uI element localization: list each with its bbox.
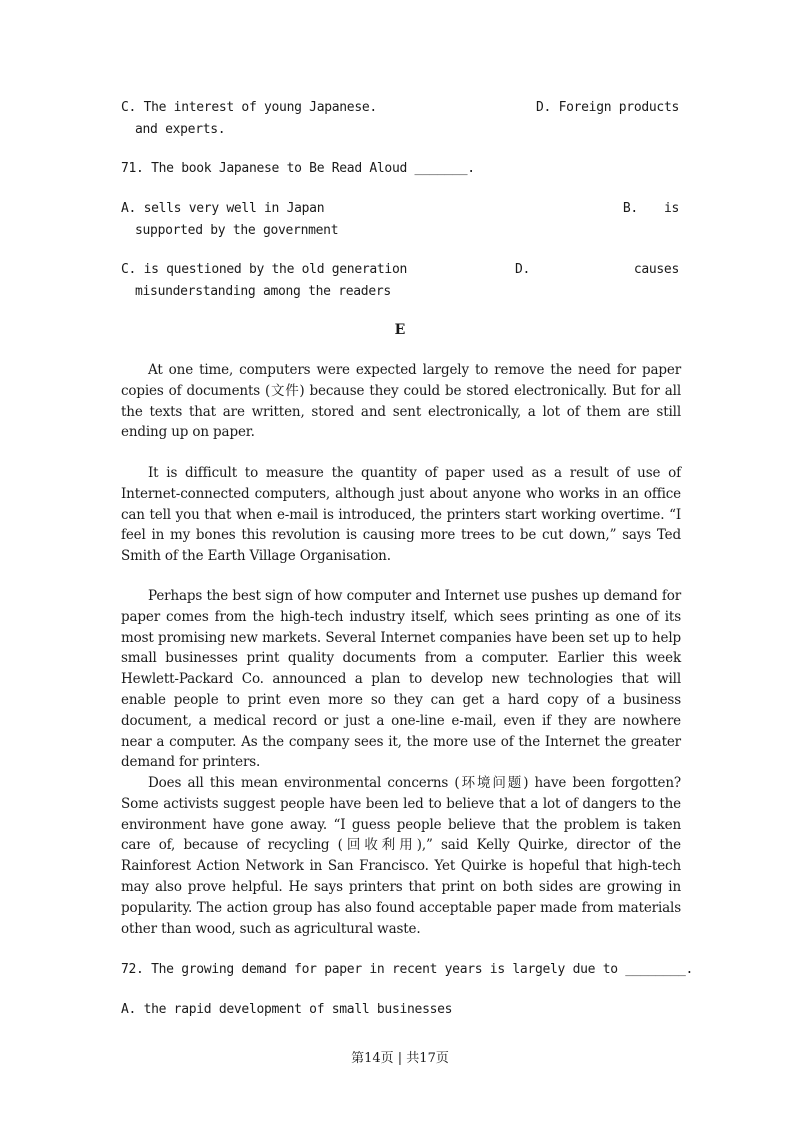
q71-option-a: A. sells very well in Japan <box>121 201 325 216</box>
q71-option-d-head <box>515 259 679 280</box>
q70-option-d: D. Foreign products <box>535 100 679 115</box>
q71-option-c: C. is questioned by the old generation <box>121 262 408 277</box>
q70-option-c: C. The interest of young Japanese. <box>121 100 377 115</box>
q70-option-row-cd <box>121 97 679 118</box>
q70-option-d-continuation: and experts. <box>135 122 226 137</box>
q71-option-b-head <box>623 198 679 219</box>
passage-paragraph-2: It is difficult to measure the quantity of paper used as a result of use of Internet-connected computers, although just about anyone who works in an office can tell you that when e-mail is introduced, the printers start working overtime. “I feel in my bones this revolution is causing more trees to be cut down,” says Ted Smith of the Earth Village Organisation. <box>121 465 681 565</box>
section-heading: E <box>394 322 406 338</box>
q71-option-d-letter: D. <box>515 262 531 277</box>
q72-stem: 72. The growing demand for paper in recent years is largely due to ________. <box>121 962 694 977</box>
q71-option-d-continuation: misunderstanding among the readers <box>135 284 391 299</box>
q71-option-row-ab <box>121 198 679 219</box>
q72-option-a: A. the rapid development of small businesses <box>121 1002 453 1017</box>
q71-option-row-cd <box>121 259 679 280</box>
q71-option-b-continuation: supported by the government <box>135 223 339 238</box>
q71-option-b-letter: B. <box>622 201 638 216</box>
passage-paragraph-1: At one time, computers were expected largely to remove the need for paper copies of documents (文件) because they could be stored electronically. But for all the texts that are written, stored and sent electronically, a lot of them are still ending up on paper. <box>121 362 681 441</box>
q71-stem: 71. The book Japanese to Be Read Aloud _______. <box>121 161 475 176</box>
passage-paragraph-4: Does all this mean environmental concerns (环境问题) have been forgotten? Some activists suggest people have been led to believe that a lot of dangers to the environment have gone away. “I guess people believe that the problem is taken care of, because of recycling (回收利用),” said Kelly Quirke, director of the Rainforest Action Network in San Francisco. Yet Quirke is hopeful that high-tech may also prove helpful. He says printers that print on both sides are growing in popularity. The action group has also found acceptable paper made from materials other than wood, such as agricultural waste. <box>121 775 681 937</box>
q71-option-b-word: is <box>663 201 679 216</box>
passage-paragraph-3: Perhaps the best sign of how computer and Internet use pushes up demand for paper comes from the high-tech industry itself, which sees printing as one of its most promising new markets. Several Internet companies have been set up to help small businesses print quality documents from a computer. Earlier this week Hewlett-Packard Co. announced a plan to develop new technologies that will enable people to print even more so they can get a hard copy of a business document, a medical record or just a one-line e-mail, even if they are nowhere near a computer. As the company sees it, the more use of the Internet the greater demand for printers. <box>121 588 681 771</box>
q71-option-d-word: causes <box>633 262 679 277</box>
page-footer: 第14页 | 共17页 <box>351 1051 449 1066</box>
